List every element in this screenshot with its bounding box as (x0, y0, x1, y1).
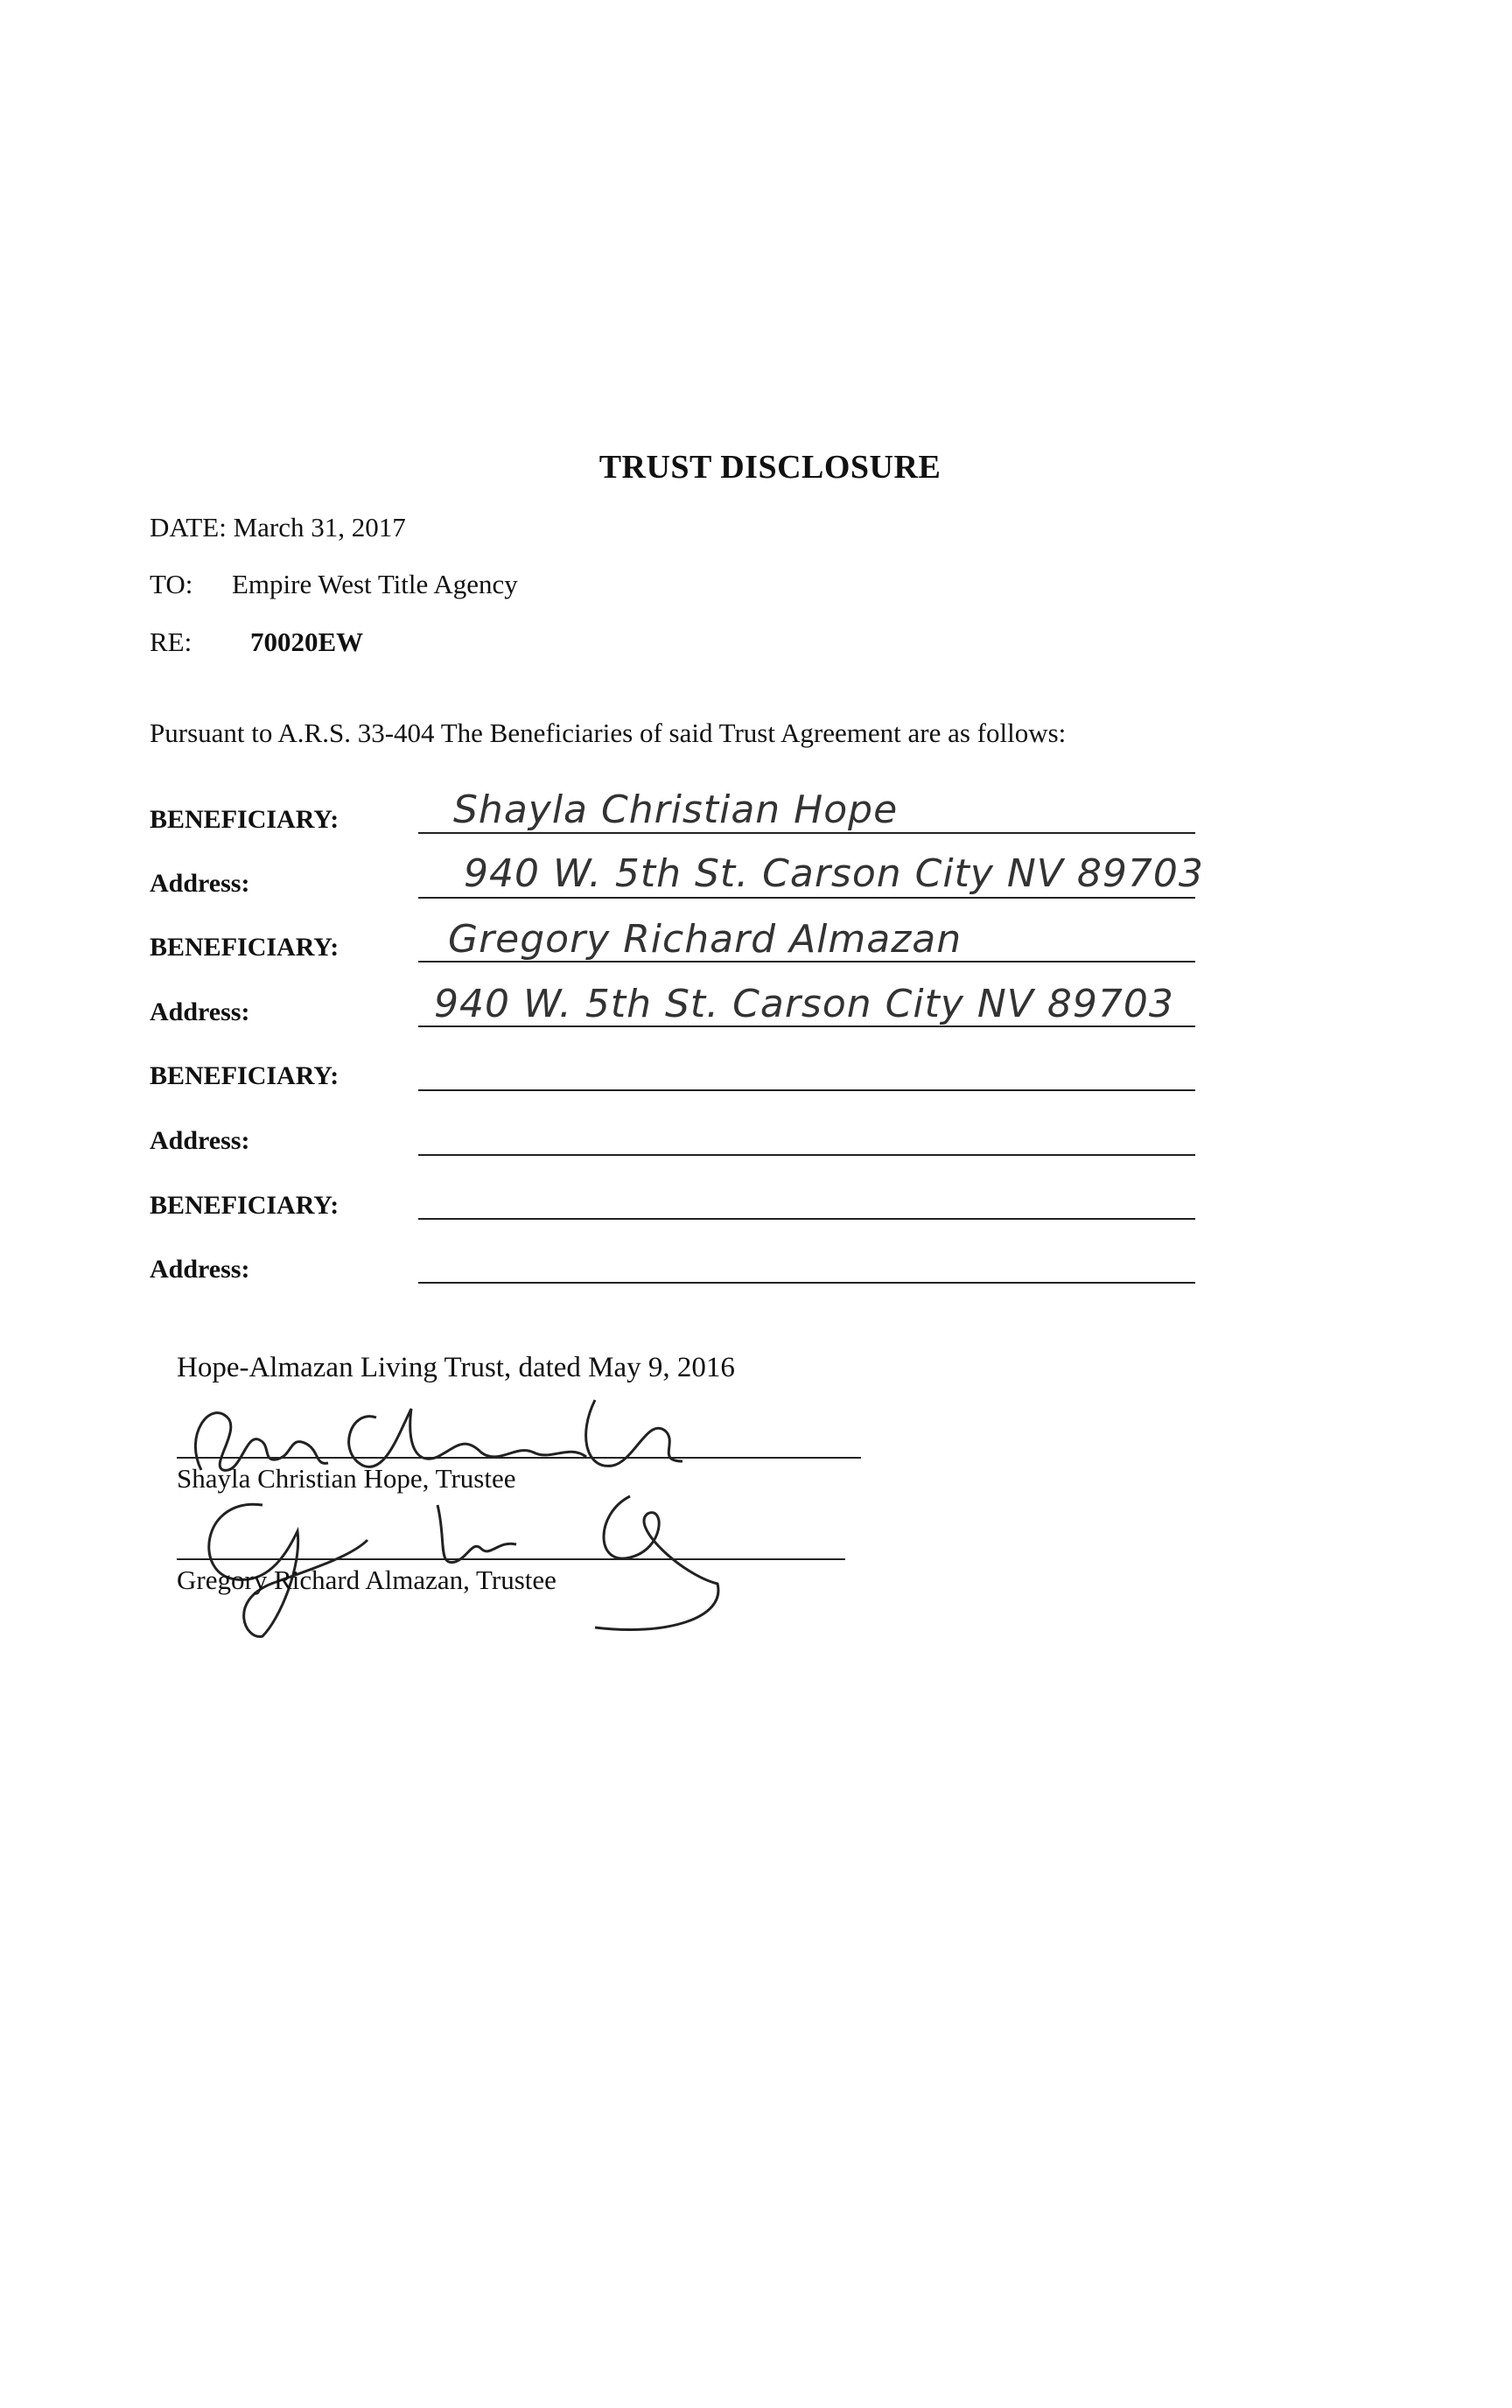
address-line (418, 1282, 1195, 1284)
re-value: 70020EW (250, 626, 364, 657)
to-label: TO: (150, 569, 193, 599)
to-value: Empire West Title Agency (232, 569, 518, 599)
beneficiary-label: BENEFICIARY: (150, 1061, 340, 1090)
signature-line (177, 1558, 845, 1560)
address-line (418, 1026, 1195, 1027)
signatory-name: Gregory Richard Almazan, Trustee (177, 1564, 556, 1595)
date-value: March 31, 2017 (233, 512, 406, 542)
address-value-handwritten: 940 W. 5th St. Carson City NV 89703 (434, 982, 1174, 1026)
address-label: Address: (150, 998, 250, 1026)
date-row (150, 512, 406, 543)
address-label: Address: (150, 869, 250, 898)
trust-name: Hope-Almazan Living Trust, dated May 9, 2016 (177, 1352, 735, 1383)
address-label: Address: (150, 1126, 250, 1155)
address-line (418, 1154, 1195, 1156)
signature-line (177, 1457, 861, 1459)
date-label: DATE: (150, 512, 227, 542)
re-label: RE: (150, 626, 192, 657)
address-value-handwritten: 940 W. 5th St. Carson City NV 89703 (464, 851, 1204, 896)
beneficiary-value-handwritten: Shayla Christian Hope (453, 788, 899, 832)
address-label: Address: (150, 1255, 250, 1284)
beneficiary-value-handwritten: Gregory Richard Almazan (448, 917, 962, 962)
beneficiary-line (418, 1089, 1195, 1091)
signatory-name: Shayla Christian Hope, Trustee (177, 1463, 516, 1494)
document-title: TRUST DISCLOSURE (598, 449, 942, 486)
statement-text: Pursuant to A.R.S. 33-404 The Beneficiaries of said Trust Agreement are as follows: (150, 718, 1067, 748)
beneficiary-line (418, 961, 1195, 962)
beneficiary-line (418, 832, 1195, 834)
beneficiary-label: BENEFICIARY: (150, 1191, 340, 1220)
beneficiary-line (418, 1218, 1195, 1220)
beneficiary-label: BENEFICIARY: (150, 933, 340, 962)
address-line (418, 897, 1195, 899)
beneficiary-label: BENEFICIARY: (150, 805, 340, 834)
